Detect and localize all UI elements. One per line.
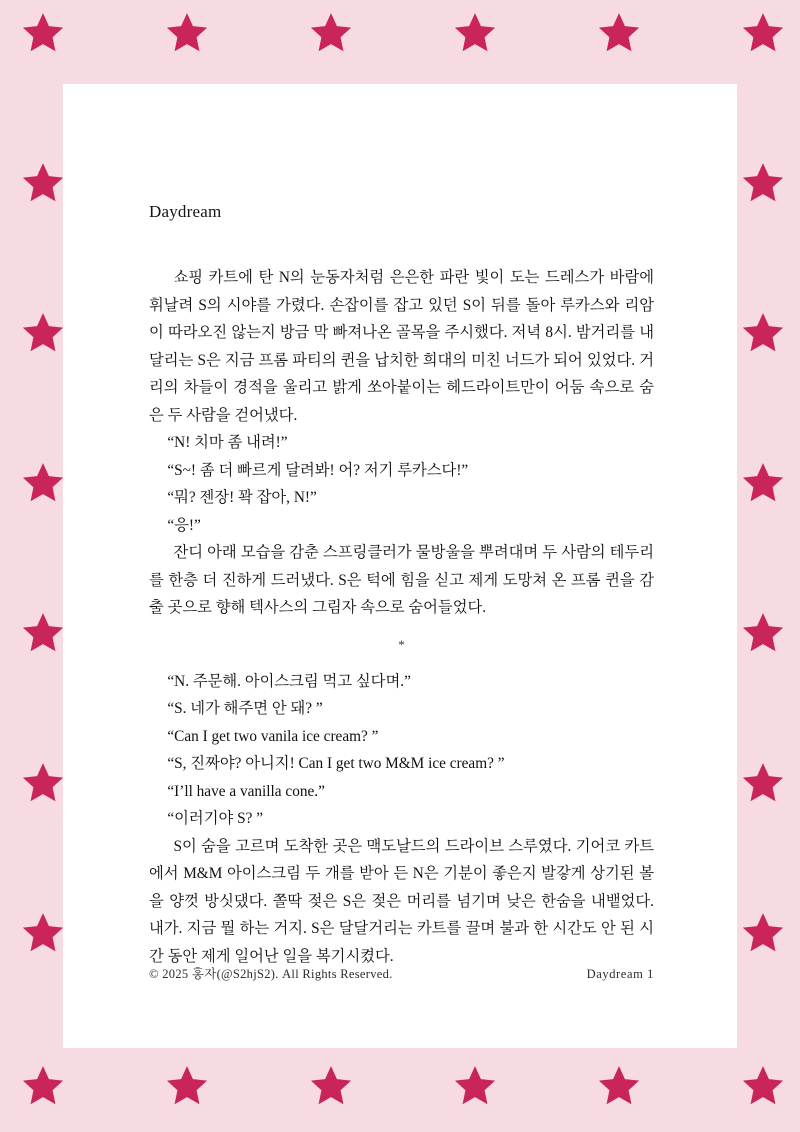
body-paragraph: S이 숨을 고르며 도착한 곳은 맥도날드의 드라이브 스루였다. 기어코 카트에서 M&M 아이스크림 두 개를 받아 든 N은 기분이 좋은지 발갛게 상기된 볼을 양껏 방싯댔다. 쫄딱 젖은 S은 젖은 머리를 넘기며 낮은 한숨을 내뱉었다. 내가. 지금 뭘 하는 거지. S은 달달거리는 카트를 끌며 불과 한 시간도 안 된 시간 동안 제게 일어난 일을 복기시켰다. (149, 837, 654, 965)
star-icon (164, 10, 210, 56)
document-page (63, 84, 737, 1048)
star-icon (596, 10, 642, 56)
dialogue-line: “이러기야 S? ” (167, 810, 263, 827)
star-icon (20, 10, 66, 56)
dialogue-line: “S~! 좀 더 빠르게 달려봐! 어? 저기 루카스다!” (167, 461, 469, 479)
star-icon (308, 1063, 354, 1109)
dialogue-line: “응!” (167, 516, 201, 534)
dialogue-line: “S, 진짜야? 아니지! Can I get two M&M ice cream? ” (167, 755, 505, 772)
star-icon (740, 10, 786, 56)
dialogue-line: “N! 치마 좀 내려!” (167, 434, 288, 451)
star-icon (740, 760, 786, 806)
star-icon (740, 160, 786, 206)
star-icon (308, 10, 354, 56)
star-icon (20, 760, 66, 806)
page-number-label: Daydream 1 (586, 967, 654, 981)
dialogue-line: “S. 네가 해주면 안 돼? ” (167, 700, 323, 717)
copyright-text: © 2025 홍자(@S2hjS2). All Rights Reserved. (149, 967, 393, 981)
star-icon (740, 460, 786, 506)
dialogue-line: “I’ll have a vanilla cone.” (167, 782, 325, 800)
page-footer (149, 964, 654, 982)
star-icon (740, 910, 786, 956)
star-icon (20, 460, 66, 506)
star-icon (740, 1063, 786, 1109)
body-paragraph: 잔디 아래 모습을 감춘 스프링클러가 물방울을 뿌려대며 두 사람의 테두리를 한층 더 진하게 드러냈다. S은 턱에 힘을 싣고 제게 도망쳐 온 프롬 퀸을 감출 곳으로 향해 텍사스의 그림자 속으로 숨어들었다. (149, 544, 654, 616)
star-icon (20, 160, 66, 206)
star-icon (452, 1063, 498, 1109)
star-icon (164, 1063, 210, 1109)
star-icon (740, 610, 786, 656)
star-icon (20, 310, 66, 356)
dialogue-line: “뭐? 젠장! 꽉 잡아, N!” (167, 489, 317, 506)
star-icon (20, 1063, 66, 1109)
document-body (149, 264, 654, 970)
star-icon (596, 1063, 642, 1109)
body-paragraph: 쇼핑 카트에 탄 N의 눈동자처럼 은은한 파란 빛이 도는 드레스가 바람에 휘날려 S의 시야를 가렸다. 손잡이를 잡고 있던 S이 뒤를 돌아 루카스와 리암이 따라오진 않는지 방금 막 빠져나온 골목을 주시했다. 저녁 8시. 밤거리를 내달리는 S은 지금 프롬 파티의 퀸을 납치한 희대의 미친 너드가 되어 있었다. 거리의 차들이 경적을 울리고 밝게 쏘아붙이는 헤드라이트만이 어둠 속으로 숨은 두 사람을 걷어냈다. (149, 269, 654, 424)
section-separator: * (398, 636, 405, 652)
page-title: Daydream (149, 202, 222, 221)
dialogue-line: “N. 주문해. 아이스크림 먹고 싶다며.” (167, 672, 411, 690)
star-icon (452, 10, 498, 56)
star-icon (20, 910, 66, 956)
star-icon (20, 610, 66, 656)
dialogue-line: “Can I get two vanila ice cream? ” (167, 727, 379, 745)
star-icon (740, 310, 786, 356)
